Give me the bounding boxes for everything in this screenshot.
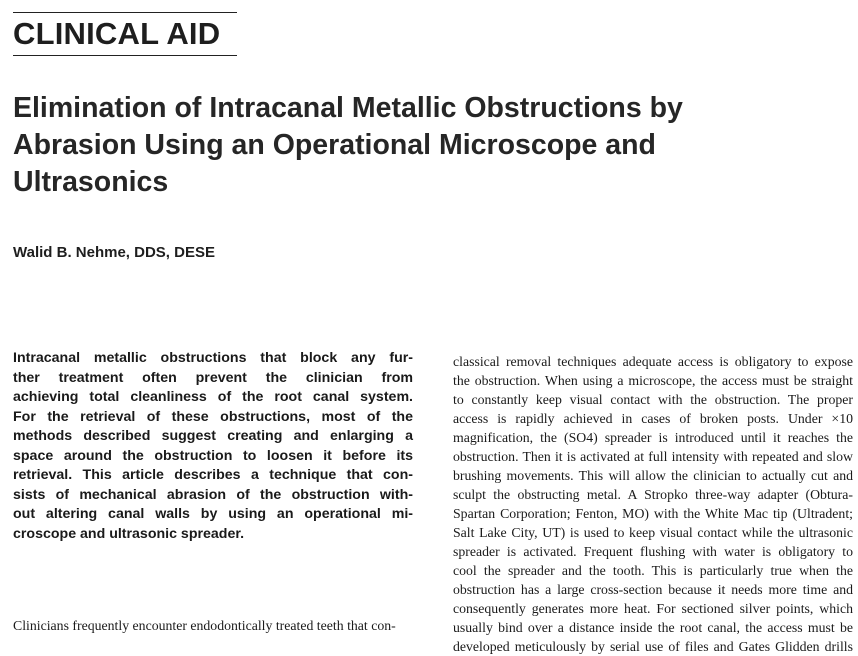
body-line: to constantly keep visual contact with the obstruction. The proper <box>453 392 853 407</box>
body-text-left-column: Clinicians frequently encounter endodontically treated teeth that con- <box>13 618 396 633</box>
title-line: Ultrasonics <box>13 166 169 198</box>
body-line: the obstruction. When using a microscope, the access must be straight <box>453 373 853 388</box>
body-line: consequently generates more heat. For sectioned silver points, which <box>453 601 853 616</box>
body-line: brushing movements. This will allow the clinician to actually cut and <box>453 468 853 483</box>
abstract-line: sists of mechanical abrasion of the obstruction with- <box>13 486 413 503</box>
body-line: obstruction has a large cross-section because it needs more time and <box>453 582 853 597</box>
title-line: Elimination of Intracanal Metallic Obstructions by <box>13 92 683 124</box>
body-text-right-column <box>453 352 853 656</box>
body-line: magnification, the (SO4) spreader is introduced until it reaches the <box>453 430 853 445</box>
body-line: Spartan Corporation; Fenton, MO) with the White Mac tip (Ultradent; <box>453 506 853 521</box>
abstract-line: space around the obstruction to loosen it before its <box>13 447 413 464</box>
abstract-line: For the retrieval of these obstructions, most of the <box>13 408 413 425</box>
body-line: usually bind over a distance inside the root canal, the access must be <box>453 620 853 635</box>
abstract-line: out altering canal walls by using an operational mi- <box>13 506 413 522</box>
body-line: obstruction. Then it is activated at full intensity with repeated and slow <box>453 449 853 464</box>
abstract-line: ther treatment often prevent the clinician from <box>13 369 413 386</box>
article-title <box>13 90 853 201</box>
author-byline: Walid B. Nehme, DDS, DESE <box>13 244 215 261</box>
abstract-line: croscope and ultrasonic spreader. <box>13 525 245 542</box>
body-line: classical removal techniques adequate access is obligatory to expose <box>453 354 853 369</box>
body-line: spreader is activated. Frequent flushing with water is obligatory to <box>453 544 853 559</box>
abstract-line: Intracanal metallic obstructions that block any fur- <box>13 350 413 366</box>
abstract-line: methods described suggest creating and enlarging a <box>13 428 413 444</box>
section-header <box>13 12 237 56</box>
abstract-line: achieving total cleanliness of the root canal system. <box>13 389 413 405</box>
section-label: CLINICAL AID <box>13 16 221 51</box>
abstract <box>13 349 413 544</box>
body-line: Salt Lake City, UT) is used to keep visual contact while the ultrasonic <box>453 525 853 540</box>
body-line: sculpt the obstructing metal. A Stropko three-way adapter (Obtura- <box>453 487 853 502</box>
header-rule-bottom <box>13 55 237 56</box>
body-line: developed meticulously by serial use of files and Gates Glidden drills <box>453 639 853 654</box>
body-line: access is rapidly achieved in cases of broken posts. Under ×10 <box>453 411 853 426</box>
abstract-line: retrieval. This article describes a technique that con- <box>13 467 413 483</box>
title-line: Abrasion Using an Operational Microscope and <box>13 129 656 161</box>
body-line: cool the spreader and the tooth. This is particularly true when the <box>453 563 853 578</box>
